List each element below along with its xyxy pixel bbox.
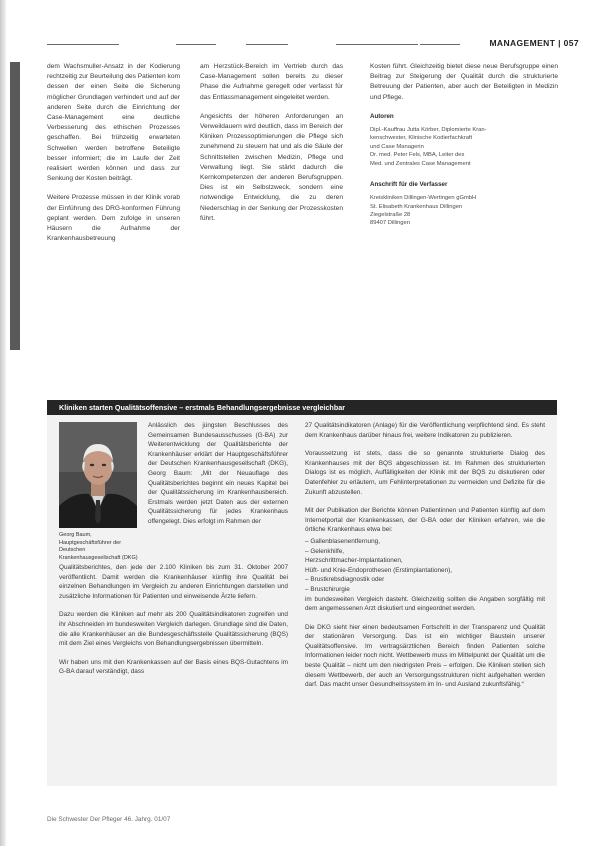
side-tab (10, 62, 20, 350)
address-line: Kreiskliniken Dillingen-Wertingen gGmbH (370, 195, 477, 202)
box-column-a (148, 421, 288, 536)
list-item: Herzschrittmacher-Implantationen, (305, 557, 403, 565)
header-rule-1 (47, 44, 119, 45)
list-item: Hüft- und Knie-Endoprothesen (Erstimplantationen), (305, 566, 453, 574)
header-rule-4 (336, 44, 418, 45)
paragraph: Kosten führt. Gleichzeitig bietet diese neue Berufsgruppe einen Beitrag zur Steigerung der Qualität durch die strukturierte Betreuung der Patienten, aber auch der Beteiligten in Medizin und Pflege. (370, 63, 558, 101)
address-text (370, 194, 558, 228)
page-footer: Die Schwester Der Pfleger 46. Jahrg. 01/07 (47, 816, 171, 823)
address-heading: Anschrift für die Verfasser (370, 181, 448, 189)
portrait-photo (59, 422, 137, 528)
paragraph: Wir haben uns mit den Krankenkassen auf der Basis eines BQS-Gutachtens im G-BA darauf verständigt, dass (59, 658, 288, 676)
indicator-list (305, 537, 545, 595)
paragraph: Anlässlich des jüngsten Beschlusses des Gemeinsamen Bundesausschusses (G-BA) zur Weiterentwicklung der Qualitätsberichte der Krankenhäuser erklärt der Hauptgeschäftsführer der Deutschen Krankenhausgesellschaft (DKG), Georg Baum: „Mit der Neuauflage des Qualitätsberichtes beginnt ein neues Kapitel bei der Qualitätssicherung im Krankenhausbereich. Erstmals werden jetzt Daten aus der externen Qualitätssicherung für jedes Krankenhaus offengelegt. Dies erfolgt im Rahmen der (148, 422, 288, 525)
paragraph: Dazu werden die Kliniken auf mehr als 200 Qualitätsindikatoren zugreifen und ihr Abschneiden im bundesweiten Vergleich darlegen. Grundlage sind die Daten, die alle Krankenhäuser an die Bundesgeschäftsstelle Qualitätssicherung (BQS) mit dem Ziel eines Vergleichs von Behandlungsergebnissen übermitteln. (59, 611, 288, 648)
section-header: MANAGEMENT | 057 (489, 38, 579, 48)
article-column-3 (370, 62, 558, 228)
scan-edge (0, 0, 6, 846)
paragraph: Weitere Prozesse müssen in der Klinik vorab der Einführung des DRG-konformen Führung geplant werden. Dem zufolge in unseren Häusern die Aufnahme der Krankenhausbetreuung (47, 194, 180, 243)
info-box-title: Kliniken starten Qualitätsoffensive – erstmals Behandlungsergebnisse vergleichbar (47, 400, 557, 415)
authors-line: Med. und Zentrales Case Management (370, 160, 471, 167)
box-column-b (59, 563, 288, 686)
portrait-image (59, 422, 137, 528)
authors-text (370, 126, 558, 168)
authors-heading: Autoren (370, 112, 394, 120)
authors-line: Dr. med. Peter Fels, MBA, Leiter des (370, 152, 465, 159)
address-line: Ziegelstraße 28 (370, 212, 411, 219)
header-rule-3 (246, 44, 288, 45)
paragraph: im bundesweiten Vergleich dasteht. Gleichzeitig sollten die Angaben sorgfältig mit dem angemessenen Arzt diskutiert und eingeordnet werden. (305, 595, 545, 613)
paragraph: Die DKG sieht hier einen bedeutsamen Fortschritt in der Transparenz und Qualität der stationären Versorgung. Das ist ein wichtiger Baustein unserer Qualitätsoffensive. Im vertragsärztlichen Bereich finden Patienten solche Informationen leider noch nicht. Wettbewerb muss im Mittelpunkt der Qualität um die beste Qualität – nicht um den niedrigsten Preis – erfolgen. Die Kliniken stellen sich diesem Wettbewerb, der auch an Versorgungsstrukturen nicht aufgehalten werden darf. Das macht unser Gesundheitssystem im In- und Ausland zukunftsfähig.“ (305, 623, 545, 689)
box-column-c (305, 421, 545, 699)
header-rule-2 (176, 44, 216, 45)
article-column-1 (47, 62, 180, 253)
info-box (47, 400, 557, 786)
photo-caption: Georg Baum, Hauptgeschäftsführer der Deutschen Krankenhausgesellschaft (DKG) (59, 532, 138, 561)
paragraph: am Herzstück-Bereich im Vertrieb durch das Case-Management sollen bereits zu dieser Phase die Aufnahme geregelt oder verfasst für das Entlassmanagement eingeleitet werden. (200, 63, 343, 101)
authors-line: Dipl.-Kauffrau Jutta Körber, Diplomierte Kran- (370, 127, 487, 134)
paragraph: Angesichts der höheren Anforderungen an Verweildauern wird deutlich, dass im Bereich der Kliniken Prozessoptimierungen die Pflege sich zunehmend zu steuern hat und als die Säule der Schnittstellen zwischen Medizin, Pflege und Verwaltung liegt. Sie stärkt dadurch die Kernkompetenzen der anderen Berufsgruppen. Dies ist ein Selbstzweck, sondern eine notwendige Entwicklung, die zu deren Niederschlag in der Senkung der Prozesskosten führt. (200, 112, 343, 222)
paragraph: dem Wachsmuller-Ansatz in der Kodierung rechtzeitig zur Beurteilung des Patienten kom dessen der einen Seite die Sicherung möglicher Grundlagen verhindert und auf der anderen Seite durch die Einrichtung der Case-Management eine deutliche Verbesserung des ethischen Prozesses geschaffen. Bei frühzeitig erwarteten Schwellen werden betroffene Beteiligte besser informiert; die im Laufe der Zeit realisiert werden können und dass zur Senkung der Kosten beiträgt. (47, 63, 180, 183)
article-column-2 (200, 62, 343, 233)
list-item: – Brustkrebsdiagnostik oder (305, 576, 385, 584)
paragraph: Qualitätsberichtes, den jede der 2.100 Kliniken bis zum 31. Oktober 2007 veröffentlicht. Damit werden die Krankenhäuser künftig ihre Qualität bei einzelnen Behandlungen im Vergleich zu anderen Einrichtungen darstellen und zusätzliche Informationen für Patienten und einweisende Ärzte liefern. (59, 564, 288, 600)
address-line: 89407 Dillingen (370, 220, 410, 227)
list-item: – Gelenkhilfe, (305, 547, 345, 555)
authors-line: und Case Managerin (370, 143, 424, 150)
address-line: St. Elisabeth Krankenhaus Dillingen (370, 203, 463, 210)
paragraph: Mit der Publikation der Berichte können Patientinnen und Patienten künftig auf dem Internetportal der Krankenkassen, der G-BA oder der Kliniken erfahren, wie die örtliche Krankenhaus etwa bei: (305, 507, 545, 534)
authors-line: kenschwester, Klinische Kodierfachkraft (370, 135, 473, 142)
header-rule-5 (420, 44, 460, 45)
paragraph: 27 Qualitätsindikatoren (Anlage) für die Veröffentlichung verpflichtend sind. Es steht dem Krankenhaus darüber hinaus frei, weitere Indikatoren zu publizieren. (305, 422, 545, 439)
list-item: – Brustchirurgie (305, 585, 350, 593)
list-item: – Gallenblasenentfernung, (305, 537, 380, 545)
paragraph: Voraussetzung ist stets, dass die so genannte strukturierte Dialog des Krankenhauses mit der BQS abgeschlossen ist. Im Rahmen des strukturierten Dialogs ist es möglich, Auffälligkeiten der Klinik mit der BQS zu diskutieren oder Datenfehler zu erläutern, um Fehlinterpretationen zu vermeiden und Defizite für die Zukunft abzustellen. (305, 450, 545, 496)
